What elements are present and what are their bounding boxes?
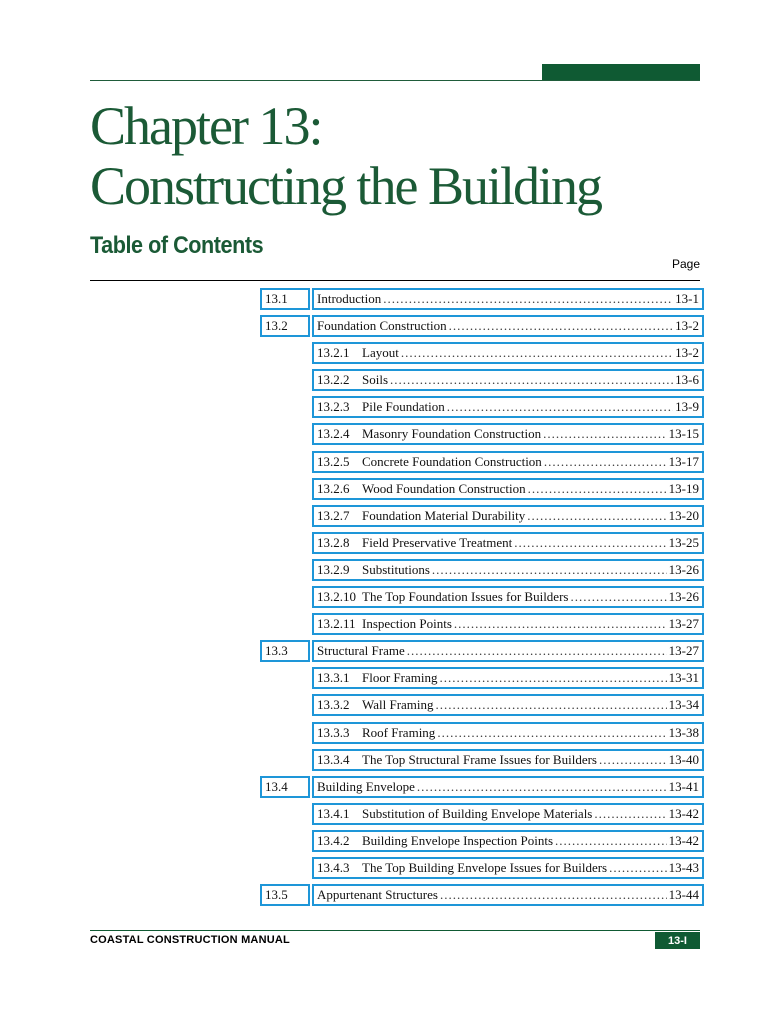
dot-leader xyxy=(437,725,666,741)
toc-entry-title: Foundation Material Durability xyxy=(362,507,526,523)
toc-entry-page: 13-27 xyxy=(668,643,699,659)
toc-subsection-number: 13.2.9 xyxy=(317,561,350,577)
toc-row xyxy=(0,856,768,883)
toc-row xyxy=(0,585,768,612)
toc-entry-page: 13-38 xyxy=(668,724,699,740)
dot-leader xyxy=(401,345,673,361)
toc-row xyxy=(0,721,768,748)
toc-subsection-number: 13.2.6 xyxy=(317,480,350,496)
toc-entry-page: 13-1 xyxy=(675,291,699,306)
toc-heading: Table of Contents xyxy=(90,232,264,259)
toc-entry-title: Substitutions xyxy=(362,561,430,577)
toc-rule xyxy=(90,280,700,281)
toc-subsection-entry[interactable] xyxy=(312,722,704,744)
toc-row xyxy=(0,666,768,693)
toc-section-entry[interactable] xyxy=(312,640,704,662)
toc-row xyxy=(0,341,768,368)
dot-leader xyxy=(527,508,666,524)
toc-subsection-number: 13.2.10 xyxy=(317,589,356,605)
toc-entry-page: 13-43 xyxy=(668,859,699,875)
toc-entry-page: 13-2 xyxy=(675,345,699,361)
toc-entry-page: 13-6 xyxy=(675,372,699,388)
toc-subsection-number: 13.2.11 xyxy=(317,616,356,632)
toc-subsection-entry[interactable] xyxy=(312,342,704,364)
dot-leader xyxy=(528,481,667,497)
toc-subsection-number: 13.2.7 xyxy=(317,507,350,523)
dot-leader xyxy=(447,399,673,415)
toc-subsection-number: 13.2.8 xyxy=(317,534,350,550)
toc-row xyxy=(0,477,768,504)
toc-entry-title: Building Envelope Inspection Points xyxy=(362,832,554,848)
toc-subsection-entry[interactable] xyxy=(312,667,704,689)
dot-leader xyxy=(570,589,666,605)
footer-rule xyxy=(90,930,700,931)
dot-leader xyxy=(439,670,666,686)
toc-entry-title: The Top Structural Frame Issues for Builders xyxy=(362,751,597,767)
toc-entry-page: 13-17 xyxy=(668,453,699,469)
toc-entry-page: 13-44 xyxy=(668,887,699,903)
toc-subsection-entry[interactable] xyxy=(312,749,704,771)
dot-leader xyxy=(383,291,673,307)
footer-manual-title: COASTAL CONSTRUCTION MANUAL xyxy=(90,934,290,946)
toc-subsection-entry[interactable] xyxy=(312,451,704,473)
toc-subsection-entry[interactable] xyxy=(312,559,704,581)
toc-row xyxy=(0,395,768,422)
toc-subsection-number: 13.4.2 xyxy=(317,832,350,848)
toc-row xyxy=(0,368,768,395)
toc-row xyxy=(0,883,768,910)
dot-leader xyxy=(436,697,667,713)
toc-row xyxy=(0,504,768,531)
toc-row xyxy=(0,612,768,639)
toc-section-number[interactable]: 13.4 xyxy=(260,776,310,798)
page-column-label: Page xyxy=(671,257,700,271)
toc-row xyxy=(0,829,768,856)
toc-row xyxy=(0,639,768,666)
toc-entry-title: Masonry Foundation Construction xyxy=(362,426,542,442)
toc-entry-title: Introduction xyxy=(317,291,382,306)
toc-subsection-number: 13.2.2 xyxy=(317,372,350,388)
toc-section-entry[interactable] xyxy=(312,776,704,798)
dot-leader xyxy=(390,372,673,388)
dot-leader xyxy=(594,806,666,822)
toc-entry-title: Foundation Construction xyxy=(317,318,447,334)
toc-entry-page: 13-34 xyxy=(668,697,699,713)
toc-row xyxy=(0,287,768,314)
toc-entry-page: 13-41 xyxy=(668,778,699,794)
toc-entry-title: Layout xyxy=(362,345,399,361)
toc-entry-title: Floor Framing xyxy=(362,670,438,686)
toc-subsection-entry[interactable] xyxy=(312,613,704,635)
toc-entry-title: Appurtenant Structures xyxy=(317,887,438,903)
toc-entry-page: 13-42 xyxy=(668,832,699,848)
toc-entry-page: 13-9 xyxy=(675,399,699,415)
header-green-bar xyxy=(542,64,700,81)
toc-section-number[interactable]: 13.1 xyxy=(260,288,310,310)
toc-subsection-number: 13.4.3 xyxy=(317,859,350,875)
toc-entry-page: 13-26 xyxy=(668,561,699,577)
toc-row xyxy=(0,748,768,775)
toc-entry-page: 13-15 xyxy=(668,426,699,442)
toc-subsection-number: 13.3.3 xyxy=(317,724,350,740)
toc-subsection-entry[interactable] xyxy=(312,423,704,445)
toc-subsection-entry[interactable] xyxy=(312,532,704,554)
toc-section-number[interactable]: 13.3 xyxy=(260,640,310,662)
dot-leader xyxy=(449,318,674,334)
toc-entry-page: 13-20 xyxy=(668,507,699,523)
toc-section-number[interactable]: 13.5 xyxy=(260,884,310,906)
dot-leader xyxy=(609,860,667,876)
toc-entry-title: Field Preservative Treatment xyxy=(362,534,513,550)
toc-subsection-entry[interactable] xyxy=(312,396,704,418)
toc-subsection-entry[interactable] xyxy=(312,803,704,825)
chapter-title-line1: Chapter 13: xyxy=(90,96,322,156)
toc-entry-page: 13-2 xyxy=(675,318,699,334)
toc-section-number[interactable]: 13.2 xyxy=(260,315,310,337)
toc-section-entry[interactable] xyxy=(312,884,704,906)
toc-subsection-entry[interactable] xyxy=(312,478,704,500)
dot-leader xyxy=(555,833,667,849)
chapter-title-line2: Constructing the Building xyxy=(90,156,601,216)
toc-entry-title: The Top Building Envelope Issues for Builders xyxy=(362,859,608,875)
toc-subsection-number: 13.2.3 xyxy=(317,399,350,415)
toc-entry-title: Structural Frame xyxy=(317,643,405,659)
toc-subsection-number: 13.2.5 xyxy=(317,453,350,469)
toc-entry-page: 13-40 xyxy=(668,751,699,767)
toc-subsection-entry[interactable] xyxy=(312,369,704,391)
toc-section-entry[interactable] xyxy=(312,315,704,337)
toc-entry-page: 13-25 xyxy=(668,534,699,550)
toc-entry-page: 13-31 xyxy=(668,670,699,686)
toc-subsection-number: 13.3.1 xyxy=(317,670,350,686)
toc-subsection-entry[interactable] xyxy=(312,857,704,879)
toc-entry-title: Pile Foundation xyxy=(362,399,445,415)
toc-entry-title: The Top Foundation Issues for Builders xyxy=(362,589,569,605)
dot-leader xyxy=(544,454,667,470)
toc-subsection-number: 13.3.4 xyxy=(317,751,350,767)
toc-section-entry[interactable] xyxy=(312,288,704,310)
toc-row xyxy=(0,422,768,449)
toc-entry-title: Substitution of Building Envelope Materials xyxy=(362,805,593,821)
dot-leader xyxy=(454,616,667,632)
toc-entry-title: Roof Framing xyxy=(362,724,436,740)
toc-entry-page: 13-19 xyxy=(668,480,699,496)
toc-subsection-entry[interactable] xyxy=(312,694,704,716)
toc-row xyxy=(0,693,768,720)
toc-subsection-entry[interactable] xyxy=(312,586,704,608)
dot-leader xyxy=(440,887,667,903)
toc-entry-title: Wood Foundation Construction xyxy=(362,480,526,496)
toc-subsection-number: 13.2.4 xyxy=(317,426,350,442)
toc-subsection-number: 13.2.1 xyxy=(317,345,350,361)
toc-entry-page: 13-42 xyxy=(668,805,699,821)
toc-subsection-entry[interactable] xyxy=(312,830,704,852)
dot-leader xyxy=(543,426,667,442)
toc-entry-title: Building Envelope xyxy=(317,778,415,794)
toc-list xyxy=(0,287,768,910)
toc-row xyxy=(0,775,768,802)
footer-page-number: 13-I xyxy=(655,932,700,949)
toc-entry-page: 13-27 xyxy=(668,616,699,632)
dot-leader xyxy=(599,752,667,768)
toc-entry-title: Soils xyxy=(362,372,389,388)
toc-row xyxy=(0,802,768,829)
dot-leader xyxy=(417,779,667,795)
toc-entry-title: Wall Framing xyxy=(362,697,434,713)
toc-row xyxy=(0,314,768,341)
toc-entry-page: 13-26 xyxy=(668,589,699,605)
toc-row xyxy=(0,558,768,585)
toc-subsection-number: 13.3.2 xyxy=(317,697,350,713)
toc-entry-title: Concrete Foundation Construction xyxy=(362,453,542,469)
toc-subsection-entry[interactable] xyxy=(312,505,704,527)
toc-row xyxy=(0,450,768,477)
dot-leader xyxy=(407,643,667,659)
dot-leader xyxy=(432,562,667,578)
toc-subsection-number: 13.4.1 xyxy=(317,805,350,821)
dot-leader xyxy=(514,535,666,551)
toc-row xyxy=(0,531,768,558)
chapter-title xyxy=(90,96,601,216)
header-rule xyxy=(90,80,700,81)
toc-entry-title: Inspection Points xyxy=(362,616,452,632)
